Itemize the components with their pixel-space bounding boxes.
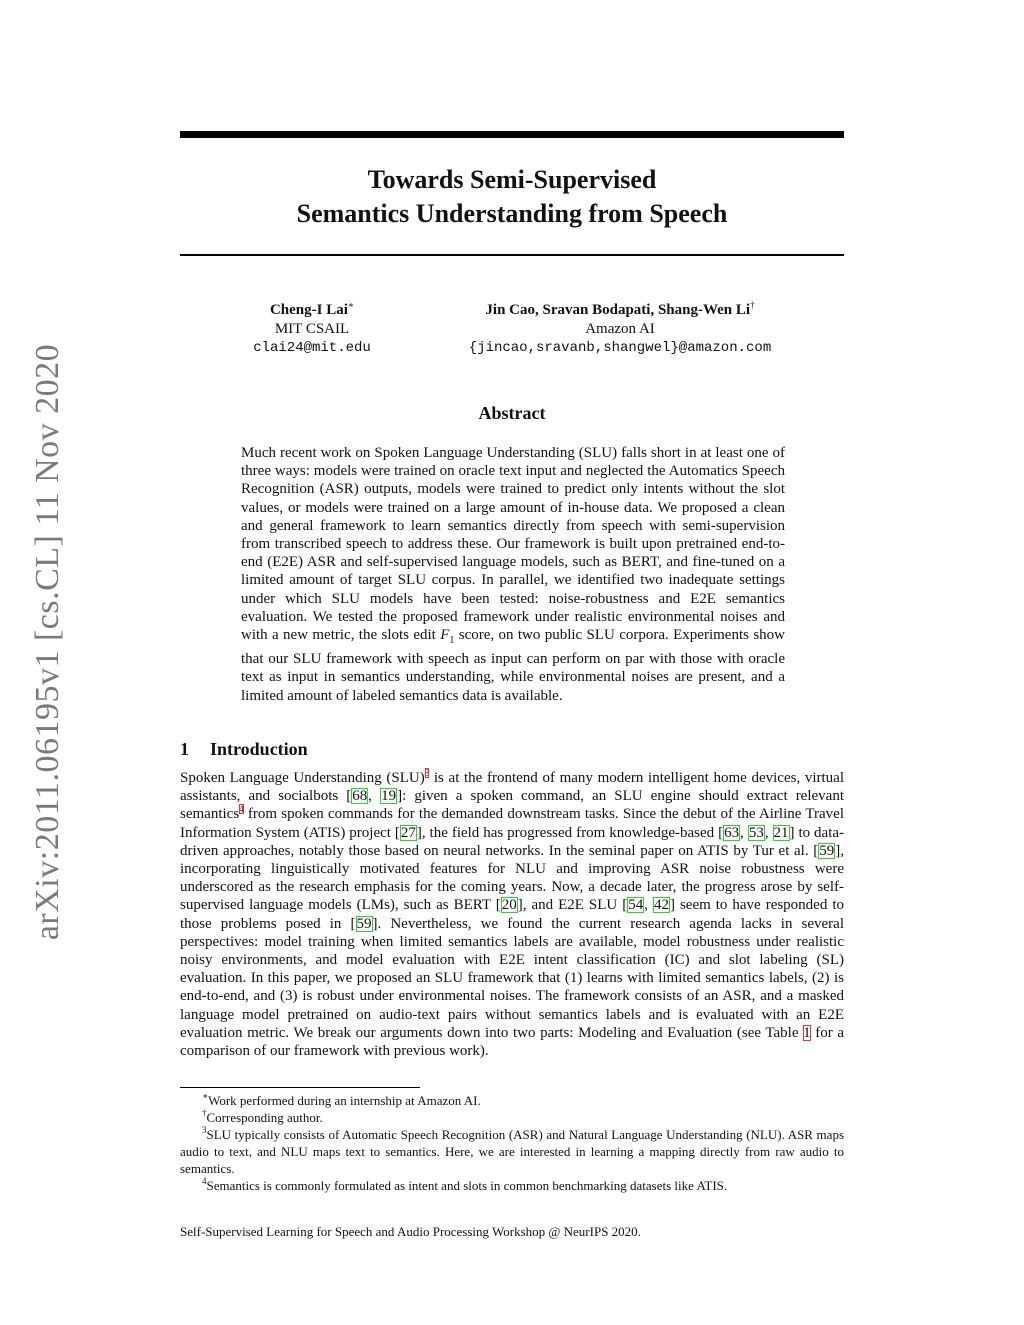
- workshop-footer: Self-Supervised Learning for Speech and Audio Processing Workshop @ NeurIPS 2020.: [180, 1224, 641, 1239]
- abstract-body: Much recent work on Spoken Language Understanding (SLU) falls short in at least one of three ways: models were trained on oracle text input and neglected the Automatics Speech Recognition (ASR) outputs, models were trained to predict only intents without the slot values, or models were trained on a large amount of in-house data. We proposed a clean and general framework to learn semantics directly from speech with semi-supervision from transcribed speech to address these. Our framework is built upon pretrained end-to-end (E2E) ASR and self-supervised language models, such as BERT, and fine-tuned on a limited amount of target SLU corpus. In parallel, we identified two inadequate settings under which SLU models have been tested: noise-robustness and E2E semantics evaluation. We tested the proposed framework under realistic environmental noises and with a new metric, the slots edit $F_1$ score, on two public SLU corpora. Experiments show that our SLU framework with speech as input can perform on par with those with oracle text as input in semantics understanding, while environmental noises are present, and a limited amount of labeled semantics data is available.: [241, 445, 785, 704]
- author-block-2: [430, 301, 810, 358]
- title-top-rule: [180, 131, 844, 138]
- citation-link[interactable]: 54: [628, 897, 644, 914]
- section-number: 1: [180, 739, 189, 759]
- citation-link[interactable]: 59: [356, 915, 372, 932]
- citation-link[interactable]: 19: [381, 788, 397, 805]
- citation-link[interactable]: 20: [501, 897, 517, 914]
- author-email[interactable]: clai24@mit.edu: [253, 340, 371, 356]
- footnote: ∗Work performed during an internship at Amazon AI.: [202, 1091, 481, 1108]
- footnote: †Corresponding author.: [202, 1108, 323, 1125]
- title-line-1: Towards Semi-Supervised: [367, 165, 657, 194]
- author-mark: †: [750, 300, 755, 310]
- citation-link[interactable]: 21: [773, 824, 789, 841]
- title-bottom-rule: [180, 254, 844, 256]
- abstract-heading: Abstract: [478, 403, 546, 423]
- footnote: $^3$SLU typically consists of Automatic Speech Recognition (ASR) and Natural Language Understanding (NLU). ASR maps audio to text, and NLU maps text to semantics. Here, we are interested in learning a mapping directly from raw audio to semantics.: [180, 1125, 844, 1176]
- footnote: $^4$Semantics is commonly formulated as intent and slots in common benchmarking datasets like ATIS.: [202, 1176, 728, 1193]
- paper-title: [180, 163, 844, 231]
- footnotes: [180, 1092, 844, 1194]
- author-email[interactable]: {jincao,sravanb,shangwel}@amazon.com: [468, 340, 772, 356]
- citation-link[interactable]: 27: [400, 824, 416, 841]
- author-name: Jin Cao, Sravan Bodapati, Shang-Wen Li: [485, 302, 751, 318]
- author-affiliation: Amazon AI: [585, 321, 655, 337]
- section-heading: [180, 739, 308, 760]
- footnote-ref-4[interactable]: 4: [239, 804, 244, 815]
- title-line-2: Semantics Understanding from Speech: [296, 199, 728, 228]
- intro-paragraph: Spoken Language Understanding (SLU)$^3$ is at the frontend of many modern intelligent home devices, virtual assistants, and socialbots [68, 19]: given a spoken command, an SLU engine should extract relevant semantics$^4$ from spoken commands for the demanded downstream tasks. Since the debut of the Airline Travel Information System (ATIS) project [27], the field has progressed from knowledge-based [63, 53, 21] to data-driven approaches, notably those based on neural networks. In the seminal paper on ATIS by Tur et al. [59], incorporating linguistically motivated features for NLU and improving ASR noise robustness were underscored as the research emphasis for the coming years. Now, a decade later, the progress arose by self-supervised language models (LMs), such as BERT [20], and E2E SLU [54, 42] seem to have responded to those problems posed in [59]. Nevertheless, we found the current research agenda lacks in several perspectives: model training when limited semantics labels are available, model robustness under realistic noisy environments, and model evaluation with E2E intent classification (IC) and slot labeling (SL) evaluation. In this paper, we proposed an SLU framework that (1) learns with limited semantics labels, (2) is end-to-end, and (3) is robust under environmental noises. The framework consists of an ASR, and a masked language model pretrained on audio-text pairs without semantics labels and is evaluated with an E2E evaluation metric. We break our arguments down into two parts: Modeling and Evaluation (see Table 1 for a comparison of our framework with previous work).: [180, 768, 845, 1060]
- math-subscript: 1: [449, 635, 455, 647]
- citation-link[interactable]: 68: [352, 788, 368, 805]
- citation-link[interactable]: 59: [819, 842, 835, 859]
- arxiv-identifier-text: arXiv:2011.06195v1 [cs.CL] 11 Nov 2020: [29, 343, 66, 941]
- author-affiliation: MIT CSAIL: [274, 321, 350, 337]
- section-title: Introduction: [210, 739, 308, 759]
- citation-link[interactable]: 63: [724, 824, 740, 841]
- author-mark: ∗: [347, 300, 355, 310]
- table-ref-link[interactable]: 1: [803, 1024, 811, 1041]
- author-name: Cheng-I Lai: [269, 302, 348, 318]
- citation-link[interactable]: 53: [748, 824, 764, 841]
- footnote-rule: [180, 1087, 420, 1088]
- footnote-ref-3[interactable]: 3: [424, 768, 430, 778]
- author-block-1: [232, 301, 392, 358]
- citation-link[interactable]: 42: [653, 897, 669, 914]
- math-variable: F: [440, 627, 450, 644]
